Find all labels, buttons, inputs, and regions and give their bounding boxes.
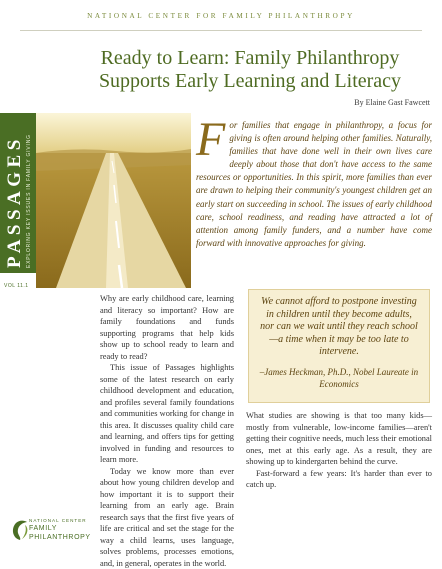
passages-tagline: EXPLORING KEY ISSUES IN FAMILY GIVING <box>26 108 34 268</box>
byline: By Elaine Gast Fawcett <box>354 98 430 107</box>
body-paragraph: Fast-forward a few years: It's harder than ever to catch up. <box>246 468 432 491</box>
body-paragraph: Today we know more than ever about how young children develop and how important it is to support their learning from an early age. Brain research says that the first five years of life are critical and set the stage for the way a child learns, uses language, solves problems, processes emotions, and, in general, operates in the world. <box>100 466 234 569</box>
top-divider <box>20 30 422 31</box>
pull-quote-text: We cannot afford to postpone investing in children until they become adults, nor can we wait until they reach school—a time when it may be too late to intervene. <box>259 296 419 359</box>
road-photo <box>36 113 191 288</box>
intro-text: or families that engage in philanthropy, a focus for giving is often around helping other families. Naturally, families that have done well in their own lives care deeply about those that don't have access to the same resources or opportunities. In this spirit, more families than ever are drawn to helping their community's youngest children get an early start on succeeding in school. The issues of early childhood care, school readiness, and reading have attracted a lot of attention among family funders, and a number have come forward with innovative approaches for giving. <box>196 120 432 248</box>
leaf-swirl-icon <box>10 518 30 542</box>
body-column-right <box>246 410 432 491</box>
body-paragraph: Why are early childhood care, learning and literacy so important? How are family foundations and funds supporting programs that help kids show up to school ready to learn and ready to read? <box>100 293 234 362</box>
road-photo-graphic <box>36 113 191 288</box>
volume-label: VOL 11.1 <box>4 283 44 289</box>
passages-series-name: PASSAGES <box>4 108 26 268</box>
pull-quote-attribution: –James Heckman, Ph.D., Nobel Laureate in Economics <box>259 367 419 390</box>
intro-dropcap: F <box>196 120 225 160</box>
logo-text-philanthropy: PHILANTHROPY <box>29 534 91 541</box>
body-paragraph: What studies are showing is that too many kids—mostly from vulnerable, low-income families—aren't getting their cognitive needs, much less their emotional ones, met at this early age. As a result, they are showing up to kindergarten behind the curve. <box>246 410 432 468</box>
body-paragraph: This issue of Passages highlights some of the latest research on early childhood development and education, and profiles several family foundations and communities working for change in this area. It discusses quality child care and learning, and offers tips for getting involved in funding and resources to learn more. <box>100 362 234 466</box>
logo-text-family: FAMILY <box>29 525 57 532</box>
article-title-line-2: Supports Early Learning and Literacy <box>60 70 440 93</box>
logo-text-national-center: NATIONAL CENTER <box>29 518 87 523</box>
article-title <box>60 47 440 93</box>
pull-quote-box <box>248 289 430 403</box>
intro-paragraph <box>196 119 432 250</box>
article-title-line-1: Ready to Learn: Family Philanthropy <box>60 47 440 70</box>
masthead: NATIONAL CENTER FOR FAMILY PHILANTHROPY <box>0 12 442 20</box>
